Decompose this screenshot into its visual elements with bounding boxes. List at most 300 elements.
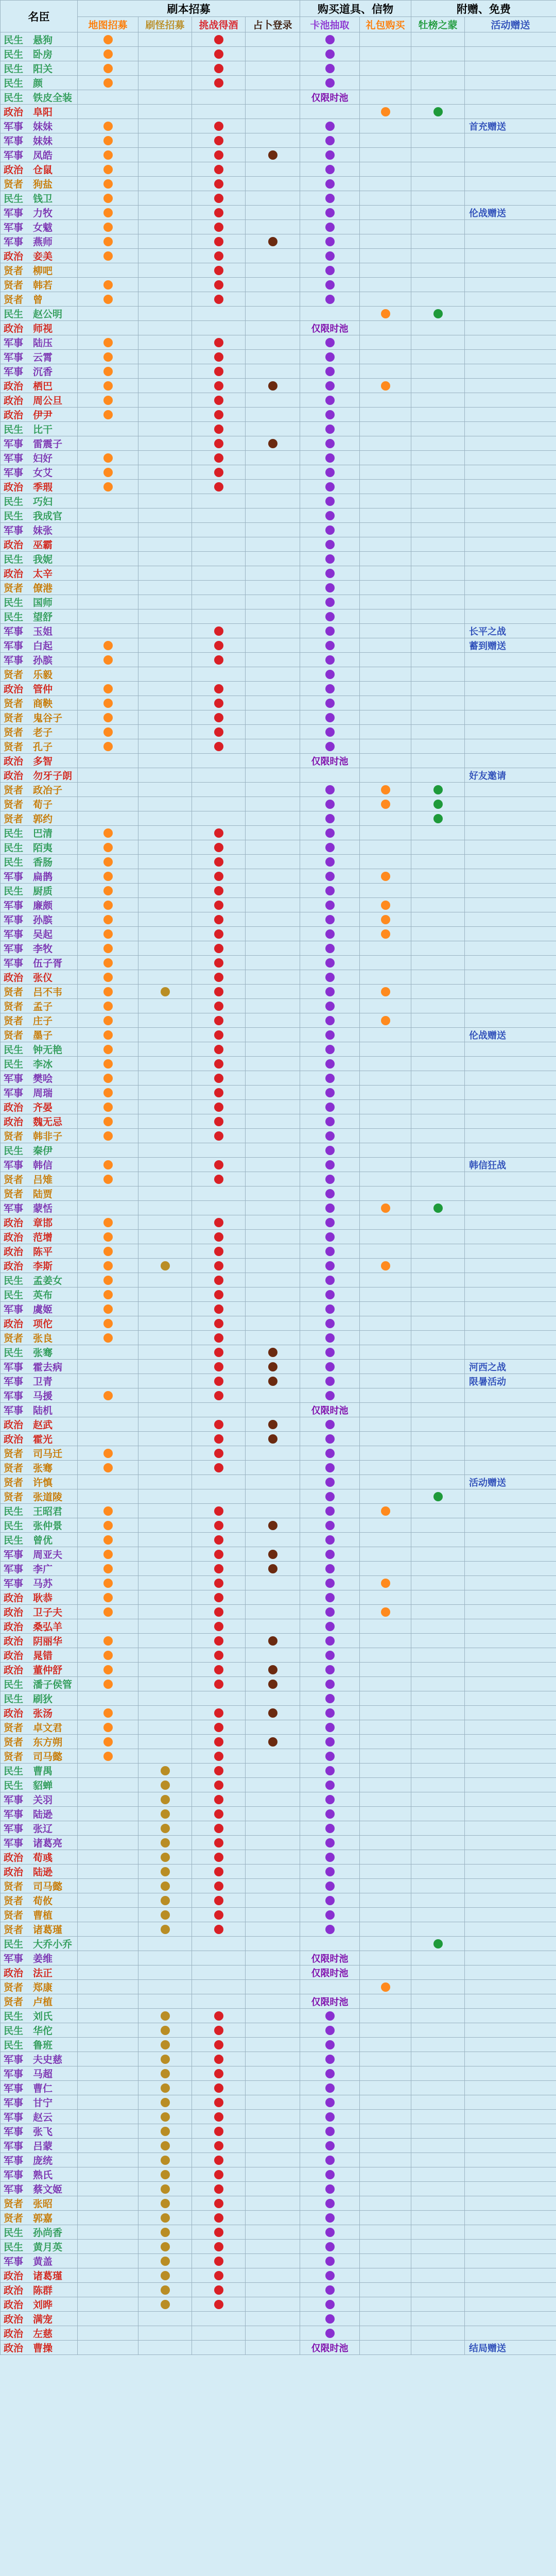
table-row: [1, 1028, 556, 1042]
source-dot: [325, 1636, 335, 1646]
source-dot: [325, 1651, 335, 1660]
table-row: [1, 119, 556, 133]
source-dot: [161, 1867, 170, 1876]
hero-type: 贤者: [4, 741, 24, 753]
source-dot: [325, 987, 335, 996]
hero-name: 曾优: [23, 1535, 53, 1546]
hero-cell: [1, 2066, 78, 2081]
source-dot: [103, 828, 113, 838]
source-dot: [381, 1204, 390, 1213]
source-dot: [325, 1593, 335, 1602]
hero-name: 齐晏: [23, 1102, 53, 1113]
source-dot: [214, 1622, 223, 1631]
hero-type: 民生: [4, 857, 24, 868]
source-dot: [268, 237, 277, 246]
table-row: [1, 898, 556, 912]
source-dot: [161, 2083, 170, 2093]
hero-name: 妹妹: [23, 135, 53, 147]
source-dot: [325, 1723, 335, 1732]
source-dot: [214, 1910, 223, 1920]
table-row: [1, 436, 556, 451]
hero-name: 孙膑: [23, 914, 53, 926]
table-row: [1, 884, 556, 898]
table-row: [1, 393, 556, 408]
source-dot: [325, 1781, 335, 1790]
table-row: [1, 1562, 556, 1576]
hero-cell: [1, 739, 78, 754]
source-dot: [103, 78, 113, 88]
hero-cell: [1, 941, 78, 956]
source-dot: [214, 49, 223, 59]
hero-cell: [1, 1821, 78, 1836]
hero-type: 军事: [4, 1405, 24, 1416]
source-dot: [325, 1838, 335, 1848]
hero-type: 民生: [4, 1275, 24, 1286]
event-tag: 好友邀请: [465, 768, 556, 783]
hero-type: 军事: [4, 1953, 24, 1964]
table-row: [1, 321, 556, 335]
hero-name: 蔡文姬: [23, 2184, 63, 2195]
source-dot: [433, 785, 443, 794]
hero-type: 政治: [4, 164, 24, 176]
hero-cell: [1, 1086, 78, 1100]
hero-name: 曹禺: [23, 1766, 53, 1777]
hero-type: 军事: [4, 2155, 24, 2166]
event-tag: 长平之战: [465, 624, 556, 638]
source-dot: [214, 958, 223, 968]
source-dot: [103, 1391, 113, 1400]
table-row: [1, 1965, 556, 1980]
source-dot: [325, 1016, 335, 1025]
header-col-0: 地图招募: [78, 17, 138, 32]
hero-cell: [1, 1619, 78, 1634]
source-dot: [161, 1824, 170, 1833]
hero-cell: [1, 494, 78, 509]
hero-type: 军事: [4, 1160, 24, 1171]
limited-pool-note: 仅限时池: [300, 1965, 360, 1980]
hero-type: 政治: [4, 1852, 24, 1863]
hero-name: 章邯: [23, 1217, 53, 1229]
hero-name: 女魃: [23, 222, 53, 233]
source-dot: [268, 1737, 277, 1747]
hero-type: 军事: [4, 1203, 24, 1214]
limited-pool-note: 仅限时池: [300, 754, 360, 768]
hero-type: 民生: [4, 828, 24, 839]
table-row: [1, 350, 556, 364]
table-row: [1, 1057, 556, 1071]
source-dot: [103, 179, 113, 189]
source-dot: [214, 2040, 223, 2049]
table-row: [1, 1201, 556, 1215]
source-dot: [161, 1766, 170, 1775]
hero-type: 政治: [4, 1116, 24, 1128]
hero-name: 刘晔: [23, 2299, 53, 2311]
source-dot: [325, 2141, 335, 2150]
hero-type: 政治: [4, 107, 24, 118]
source-dot: [325, 425, 335, 434]
source-dot: [103, 872, 113, 881]
table-row: [1, 307, 556, 321]
source-dot: [325, 2285, 335, 2295]
hero-type: 军事: [4, 1838, 24, 1849]
hero-cell: [1, 220, 78, 234]
source-dot: [325, 857, 335, 867]
source-dot: [103, 1737, 113, 1747]
hero-name: 巧妇: [23, 496, 53, 507]
source-dot: [103, 64, 113, 73]
hero-cell: [1, 595, 78, 609]
hero-cell: [1, 1302, 78, 1316]
event-tag: 活动赠送: [465, 1475, 556, 1489]
source-dot: [161, 2184, 170, 2194]
hero-type: 军事: [4, 943, 24, 955]
source-dot: [103, 1449, 113, 1458]
source-dot: [103, 1131, 113, 1141]
hero-cell: [1, 855, 78, 869]
table-row: [1, 1691, 556, 1706]
source-dot: [214, 2069, 223, 2078]
hero-type: 贤者: [4, 1477, 24, 1488]
table-row: [1, 2297, 556, 2312]
hero-name: 司马懿: [23, 1751, 63, 1762]
hero-cell: [1, 999, 78, 1013]
source-dot: [161, 2069, 170, 2078]
hero-name: 霍去病: [23, 1362, 63, 1373]
hero-type: 民生: [4, 49, 24, 60]
source-dot: [214, 713, 223, 722]
hero-type: 政治: [4, 2328, 24, 2340]
hero-cell: [1, 1013, 78, 1028]
hero-name: 陆逊: [23, 1809, 53, 1820]
hero-name: 吕不韦: [23, 987, 63, 998]
source-dot: [214, 1045, 223, 1054]
limited-pool-note: 仅限时池: [300, 321, 360, 335]
table-row: [1, 1764, 556, 1778]
source-dot: [214, 1708, 223, 1718]
hero-cell: [1, 2038, 78, 2052]
source-dot: [325, 1276, 335, 1285]
hero-type: 贤者: [4, 1015, 24, 1027]
hero-type: 军事: [4, 352, 24, 363]
source-dot: [214, 2242, 223, 2251]
hero-name: 扁鹊: [23, 871, 53, 883]
limited-pool-note: 仅限时池: [300, 1403, 360, 1417]
source-dot: [325, 1521, 335, 1530]
hero-type: 贤者: [4, 1333, 24, 1344]
source-dot: [103, 280, 113, 290]
source-dot: [214, 280, 223, 290]
hero-name: 荀子: [23, 799, 53, 810]
hero-type: 军事: [4, 1304, 24, 1315]
source-dot: [103, 727, 113, 737]
table-row: [1, 1100, 556, 1114]
hero-name: 耿恭: [23, 1592, 53, 1604]
table-row: [1, 1461, 556, 1475]
source-dot: [161, 2170, 170, 2179]
source-dot: [214, 1103, 223, 1112]
source-dot: [103, 1261, 113, 1270]
hero-name: 吴起: [23, 929, 53, 940]
source-dot: [103, 1002, 113, 1011]
table-row: [1, 1013, 556, 1028]
table-row: [1, 1994, 556, 2009]
source-dot: [325, 1478, 335, 1487]
source-dot: [381, 107, 390, 116]
table-row: [1, 1663, 556, 1677]
source-dot: [325, 410, 335, 419]
source-dot: [325, 684, 335, 693]
source-dot: [325, 554, 335, 564]
hero-name: 悬狗: [23, 35, 53, 46]
table-row: [1, 1230, 556, 1244]
source-dot: [214, 1420, 223, 1429]
hero-cell: [1, 2009, 78, 2023]
source-dot: [325, 223, 335, 232]
hero-type: 政治: [4, 1318, 24, 1330]
source-dot: [325, 944, 335, 953]
source-dot: [325, 1434, 335, 1444]
hero-cell: [1, 1244, 78, 1259]
hero-name: 勿牙子朗: [23, 770, 73, 782]
hero-cell: [1, 249, 78, 263]
hero-cell: [1, 2023, 78, 2038]
source-dot: [325, 2184, 335, 2194]
table-row: [1, 480, 556, 494]
hero-cell: [1, 1230, 78, 1244]
table-row: [1, 581, 556, 595]
hero-name: 卫子夫: [23, 1607, 63, 1618]
source-dot: [381, 1506, 390, 1516]
source-dot: [103, 150, 113, 160]
hero-type: 军事: [4, 1809, 24, 1820]
hero-type: 民生: [4, 886, 24, 897]
hero-type: 贤者: [4, 179, 24, 190]
source-dot: [325, 1189, 335, 1198]
hero-cell: [1, 1663, 78, 1677]
source-dot: [214, 901, 223, 910]
hero-cell: [1, 148, 78, 162]
hero-name: 狗盐: [23, 179, 53, 190]
table-row: [1, 2038, 556, 2052]
hero-name: 妹张: [23, 525, 53, 536]
source-dot: [325, 1622, 335, 1631]
source-dot: [161, 1882, 170, 1891]
source-dot: [381, 1607, 390, 1617]
source-dot: [214, 1651, 223, 1660]
hero-name: 云霄: [23, 352, 53, 363]
hero-name: 妾美: [23, 251, 53, 262]
hero-cell: [1, 1345, 78, 1360]
hero-name: 玉姐: [23, 626, 53, 637]
table-row: [1, 2095, 556, 2110]
hero-name: 沉香: [23, 366, 53, 378]
source-dot: [325, 1896, 335, 1905]
source-dot: [268, 439, 277, 448]
hero-name: 伊尹: [23, 410, 53, 421]
hero-type: 军事: [4, 1578, 24, 1589]
table-row: [1, 1547, 556, 1562]
hero-type: 政治: [4, 568, 24, 580]
hero-name: 董仲舒: [23, 1665, 63, 1676]
source-dot: [214, 857, 223, 867]
hero-name: 白起: [23, 640, 53, 652]
source-dot: [381, 309, 390, 318]
source-dot: [214, 1261, 223, 1270]
source-dot: [161, 2257, 170, 2266]
source-dot: [103, 396, 113, 405]
source-dot: [325, 338, 335, 347]
source-dot: [268, 1348, 277, 1357]
source-dot: [103, 929, 113, 939]
table-row: [1, 1417, 556, 1432]
table-row: [1, 638, 556, 653]
hero-name: 法正: [23, 1968, 53, 1979]
table-row: [1, 2326, 556, 2341]
source-dot: [103, 655, 113, 665]
hero-type: 民生: [4, 92, 24, 104]
hero-cell: [1, 609, 78, 624]
hero-name: 韩若: [23, 280, 53, 291]
source-dot: [214, 352, 223, 362]
source-dot: [325, 165, 335, 174]
source-dot: [325, 901, 335, 910]
hero-name: 我成官: [23, 511, 63, 522]
source-dot: [381, 800, 390, 809]
source-dot: [325, 78, 335, 88]
hero-cell: [1, 2095, 78, 2110]
hero-cell: [1, 1634, 78, 1648]
source-dot: [214, 468, 223, 477]
hero-type: 军事: [4, 467, 24, 479]
table-row: [1, 2196, 556, 2211]
hero-type: 政治: [4, 1434, 24, 1445]
table-row: [1, 335, 556, 350]
event-tag: 限暑活动: [465, 1374, 556, 1388]
source-dot: [325, 2271, 335, 2280]
source-dot: [433, 1492, 443, 1501]
hero-cell: [1, 1547, 78, 1562]
hero-name: 蒙恬: [23, 1203, 53, 1214]
hero-cell: [1, 869, 78, 884]
hero-cell: [1, 1100, 78, 1114]
hero-cell: [1, 783, 78, 797]
hero-cell: [1, 1908, 78, 1922]
hero-cell: [1, 1172, 78, 1187]
hero-name: 庞统: [23, 2155, 53, 2166]
source-dot: [214, 684, 223, 693]
hero-name: 黄盖: [23, 2256, 53, 2267]
hero-type: 军事: [4, 135, 24, 147]
source-dot: [325, 1535, 335, 1545]
hero-type: 贤者: [4, 265, 24, 277]
source-dot: [161, 2026, 170, 2035]
source-dot: [214, 2011, 223, 2021]
source-dot: [325, 2055, 335, 2064]
source-dot: [268, 1665, 277, 1674]
source-dot: [214, 396, 223, 405]
source-dot: [325, 35, 335, 44]
table-row: [1, 1475, 556, 1489]
hero-cell: [1, 2341, 78, 2355]
table-row: [1, 2312, 556, 2326]
source-dot: [161, 2213, 170, 2223]
hero-name: 赵云: [23, 2112, 53, 2123]
hero-cell: [1, 32, 78, 47]
hero-name: 秦伊: [23, 1145, 53, 1157]
hero-cell: [1, 1331, 78, 1345]
hero-type: 民生: [4, 1780, 24, 1791]
source-dot: [214, 2170, 223, 2179]
source-dot: [214, 886, 223, 895]
hero-cell: [1, 408, 78, 422]
table-row: [1, 220, 556, 234]
source-dot: [325, 1103, 335, 1112]
hero-cell: [1, 2110, 78, 2124]
hero-cell: [1, 1374, 78, 1388]
table-row: [1, 1316, 556, 1331]
hero-name: 仓鼠: [23, 164, 53, 176]
hero-cell: [1, 970, 78, 985]
table-row: [1, 1129, 556, 1143]
header-col-7: 活动赠送: [465, 17, 556, 32]
source-dot: [161, 1809, 170, 1819]
source-dot: [103, 886, 113, 895]
table-row: [1, 1114, 556, 1129]
table-row: [1, 234, 556, 249]
hero-type: 军事: [4, 2256, 24, 2267]
source-dot: [325, 2083, 335, 2093]
source-dot: [268, 1434, 277, 1444]
table-row: [1, 2023, 556, 2038]
hero-type: 军事: [4, 2069, 24, 2080]
table-row: [1, 1143, 556, 1158]
table-row: [1, 1071, 556, 1086]
source-dot: [103, 699, 113, 708]
source-dot: [214, 64, 223, 73]
source-dot: [214, 208, 223, 217]
table-row: [1, 667, 556, 682]
source-dot: [103, 223, 113, 232]
source-dot: [214, 641, 223, 650]
hero-cell: [1, 811, 78, 826]
hero-name: 女艾: [23, 467, 53, 479]
table-row: [1, 840, 556, 855]
source-dot: [381, 785, 390, 794]
hero-type: 政治: [4, 1968, 24, 1979]
hero-name: 夫史慈: [23, 2054, 63, 2065]
hero-type: 军事: [4, 2170, 24, 2181]
source-dot: [161, 1261, 170, 1270]
hero-name: 马苏: [23, 1578, 53, 1589]
source-dot: [325, 2112, 335, 2122]
hero-cell: [1, 1360, 78, 1374]
source-dot: [325, 598, 335, 607]
source-dot: [325, 1088, 335, 1097]
hero-name: 英布: [23, 1290, 53, 1301]
hero-cell: [1, 1042, 78, 1057]
source-dot: [325, 2127, 335, 2136]
hero-name: 范增: [23, 1232, 53, 1243]
source-dot: [325, 1131, 335, 1141]
hero-name: 荀攸: [23, 1895, 53, 1907]
hero-type: 贤者: [4, 1492, 24, 1503]
source-dot: [381, 1579, 390, 1588]
hero-type: 军事: [4, 2097, 24, 2109]
source-dot: [214, 1059, 223, 1069]
source-dot: [103, 915, 113, 924]
hero-cell: [1, 206, 78, 220]
hero-type: 贤者: [4, 583, 24, 594]
